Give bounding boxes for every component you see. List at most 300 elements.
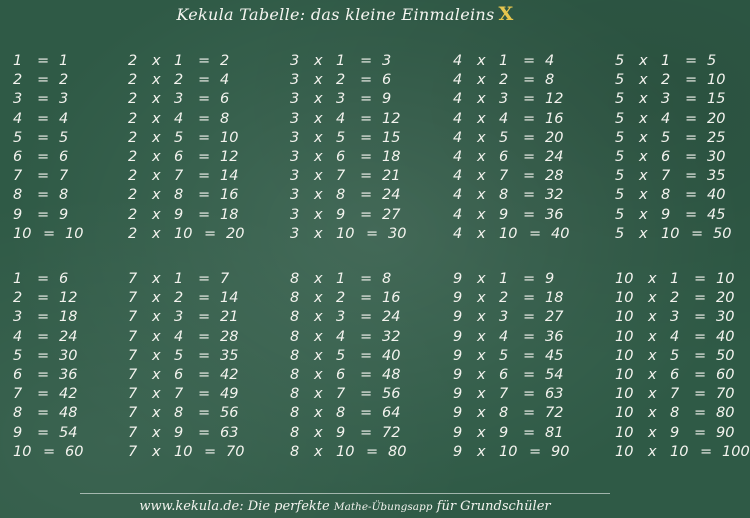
equals-sign: =: [694, 309, 707, 326]
times-sign: x: [639, 72, 648, 89]
product: 32: [545, 187, 564, 204]
factor-b: 5: [336, 129, 346, 146]
factor-a: 7: [128, 443, 138, 460]
equals-sign: =: [37, 347, 50, 364]
factor-a: 10: [615, 328, 634, 345]
factor-a: 5: [615, 129, 625, 146]
equals-sign: =: [198, 91, 211, 108]
product: 2: [220, 53, 230, 69]
times-sign: x: [477, 225, 486, 242]
equals-sign: =: [529, 225, 542, 242]
product: 27: [382, 206, 401, 223]
equals-sign: =: [360, 290, 373, 307]
equals-sign: =: [523, 149, 536, 165]
factor-b: 1: [670, 271, 680, 287]
equals-sign: =: [198, 149, 211, 165]
product: 4: [545, 53, 555, 69]
factor-a: 8: [290, 367, 300, 383]
factor-b: 5: [670, 347, 680, 364]
factor-a: 8: [290, 328, 300, 345]
times-sign: x: [152, 328, 161, 345]
product: 50: [716, 347, 735, 364]
equals-sign: =: [523, 271, 536, 287]
factor-b: 7: [499, 386, 509, 403]
equals-sign: =: [37, 168, 50, 185]
factor-b: 7: [174, 386, 184, 403]
times-sign: x: [152, 225, 161, 242]
times-sign: x: [152, 290, 161, 307]
factor-b: 8: [13, 187, 23, 204]
equals-sign: =: [198, 386, 211, 403]
times-sign: x: [152, 424, 161, 441]
product: 20: [545, 129, 564, 146]
factor-a: 10: [615, 443, 634, 460]
factor-a: 2: [128, 206, 138, 223]
product: 72: [382, 424, 401, 441]
equals-sign: =: [37, 72, 50, 89]
factor-b: 1: [13, 271, 23, 287]
product: 42: [59, 386, 78, 403]
factor-b: 3: [13, 309, 23, 326]
factor-b: 4: [499, 328, 509, 345]
times-sign: x: [477, 347, 486, 364]
product: 16: [382, 290, 401, 307]
equals-sign: =: [37, 271, 50, 287]
product: 9: [382, 91, 392, 108]
equals-sign: =: [523, 328, 536, 345]
times-sign: x: [477, 149, 486, 165]
factor-a: 4: [453, 168, 463, 185]
factor-a: 10: [615, 271, 634, 287]
factor-b: 6: [336, 367, 346, 383]
factor-a: 4: [453, 225, 463, 242]
factor-b: 4: [13, 110, 23, 127]
factor-a: 3: [290, 149, 300, 165]
product: 10: [220, 129, 239, 146]
times-sign: x: [639, 110, 648, 127]
factor-a: 5: [615, 168, 625, 185]
product: 36: [545, 206, 564, 223]
times-sign: x: [152, 168, 161, 185]
factor-a: 10: [615, 367, 634, 383]
product: 80: [716, 405, 735, 422]
factor-a: 2: [128, 91, 138, 108]
factor-a: 7: [128, 290, 138, 307]
factor-a: 7: [128, 424, 138, 441]
product: 90: [551, 443, 570, 460]
equals-sign: =: [198, 187, 211, 204]
times-sign: x: [648, 290, 657, 307]
equals-sign: =: [523, 110, 536, 127]
equals-sign: =: [360, 187, 373, 204]
product: 1: [59, 53, 69, 69]
factor-a: 4: [453, 206, 463, 223]
times-sign: x: [477, 53, 486, 69]
factor-b: 2: [661, 72, 671, 89]
factor-a: 9: [453, 328, 463, 345]
product: 20: [716, 290, 735, 307]
product: 6: [382, 72, 392, 89]
times-sign: x: [639, 187, 648, 204]
product: 9: [545, 271, 555, 287]
product: 56: [382, 386, 401, 403]
product: 10: [707, 72, 726, 89]
times-sign: x: [648, 424, 657, 441]
times-sign: x: [477, 206, 486, 223]
factor-b: 9: [336, 206, 346, 223]
factor-b: 8: [499, 187, 509, 204]
equals-sign: =: [360, 168, 373, 185]
equals-sign: =: [694, 271, 707, 287]
factor-a: 9: [453, 405, 463, 422]
factor-a: 8: [290, 386, 300, 403]
times-sign: x: [639, 206, 648, 223]
times-sign: x: [477, 72, 486, 89]
product: 25: [707, 129, 726, 146]
product: 5: [59, 129, 69, 146]
factor-a: 4: [453, 129, 463, 146]
factor-b: 4: [499, 110, 509, 127]
factor-a: 3: [290, 53, 300, 69]
product: 18: [545, 290, 564, 307]
equals-sign: =: [360, 367, 373, 383]
factor-b: 7: [499, 168, 509, 185]
equals-sign: =: [694, 424, 707, 441]
product: 20: [707, 110, 726, 127]
product: 100: [722, 443, 750, 460]
times-sign: x: [477, 290, 486, 307]
times-sign: x: [648, 367, 657, 383]
product: 28: [545, 168, 564, 185]
footer-divider: [80, 493, 610, 494]
factor-b: 6: [499, 367, 509, 383]
factor-b: 9: [670, 424, 680, 441]
factor-a: 8: [290, 290, 300, 307]
factor-b: 3: [499, 91, 509, 108]
equals-sign: =: [43, 443, 56, 460]
product: 18: [382, 149, 401, 165]
product: 24: [382, 309, 401, 326]
factor-b: 8: [13, 405, 23, 422]
equals-sign: =: [523, 206, 536, 223]
factor-b: 2: [336, 72, 346, 89]
product: 8: [59, 187, 69, 204]
times-sign: x: [152, 443, 161, 460]
footer-text-end: für Grundschüler: [436, 499, 551, 514]
equals-sign: =: [685, 53, 698, 69]
times-sign: x: [314, 91, 323, 108]
times-sign: x: [314, 386, 323, 403]
times-sign: x: [314, 206, 323, 223]
factor-b: 10: [13, 225, 32, 242]
equals-sign: =: [685, 149, 698, 165]
times-sign: x: [314, 309, 323, 326]
product: 14: [220, 290, 239, 307]
equals-sign: =: [198, 110, 211, 127]
equals-sign: =: [523, 386, 536, 403]
times-sign: x: [639, 53, 648, 69]
equals-sign: =: [198, 405, 211, 422]
times-sign: x: [152, 129, 161, 146]
factor-b: 3: [174, 91, 184, 108]
factor-b: 4: [670, 328, 680, 345]
factor-b: 3: [13, 91, 23, 108]
product: 48: [59, 405, 78, 422]
factor-b: 7: [13, 168, 23, 185]
product: 7: [220, 271, 230, 287]
product: 6: [59, 149, 69, 165]
equals-sign: =: [523, 187, 536, 204]
factor-b: 10: [661, 225, 680, 242]
product: 8: [382, 271, 392, 287]
factor-a: 4: [453, 91, 463, 108]
times-sign: x: [314, 168, 323, 185]
product: 56: [220, 405, 239, 422]
equals-sign: =: [694, 405, 707, 422]
factor-b: 10: [174, 443, 193, 460]
factor-b: 10: [499, 225, 518, 242]
times-sign: x: [314, 129, 323, 146]
times-sign: x: [152, 72, 161, 89]
factor-b: 1: [661, 53, 671, 69]
times-sign: x: [152, 405, 161, 422]
product: 54: [545, 367, 564, 383]
factor-a: 7: [128, 309, 138, 326]
equals-sign: =: [694, 386, 707, 403]
times-sign: x: [639, 225, 648, 242]
product: 16: [545, 110, 564, 127]
product: 6: [220, 91, 230, 108]
product: 21: [220, 309, 239, 326]
factor-b: 3: [336, 91, 346, 108]
factor-a: 4: [453, 53, 463, 69]
times-sign: x: [152, 206, 161, 223]
factor-b: 5: [499, 347, 509, 364]
equals-sign: =: [360, 91, 373, 108]
factor-a: 8: [290, 424, 300, 441]
factor-b: 9: [499, 206, 509, 223]
factor-a: 10: [615, 405, 634, 422]
factor-a: 7: [128, 405, 138, 422]
factor-b: 9: [661, 206, 671, 223]
times-sign: x: [152, 309, 161, 326]
factor-b: 6: [661, 149, 671, 165]
footer-text-small: Mathe-Übungsapp: [333, 501, 433, 513]
product: 60: [716, 367, 735, 383]
product: 3: [59, 91, 69, 108]
factor-b: 9: [13, 424, 23, 441]
product: 30: [716, 309, 735, 326]
product: 12: [382, 110, 401, 127]
factor-b: 10: [336, 225, 355, 242]
equals-sign: =: [37, 149, 50, 165]
times-sign: x: [314, 53, 323, 69]
product: 63: [220, 424, 239, 441]
factor-a: 5: [615, 225, 625, 242]
factor-b: 5: [174, 129, 184, 146]
equals-sign: =: [37, 206, 50, 223]
factor-b: 9: [336, 424, 346, 441]
product: 18: [59, 309, 78, 326]
equals-sign: =: [523, 91, 536, 108]
factor-a: 5: [615, 53, 625, 69]
equals-sign: =: [37, 110, 50, 127]
equals-sign: =: [685, 110, 698, 127]
factor-b: 7: [13, 386, 23, 403]
product: 70: [226, 443, 245, 460]
equals-sign: =: [360, 386, 373, 403]
times-sign: x: [314, 72, 323, 89]
equals-sign: =: [37, 290, 50, 307]
title-text: Kekula Tabelle: das kleine Einmaleins: [176, 5, 495, 24]
times-sign: x: [648, 443, 657, 460]
factor-b: 4: [174, 110, 184, 127]
product: 40: [707, 187, 726, 204]
factor-b: 2: [499, 290, 509, 307]
factor-b: 1: [13, 53, 23, 69]
factor-b: 9: [13, 206, 23, 223]
product: 36: [59, 367, 78, 383]
product: 14: [220, 168, 239, 185]
factor-b: 5: [13, 129, 23, 146]
factor-b: 6: [13, 367, 23, 383]
times-sign: x: [648, 386, 657, 403]
product: 3: [382, 53, 392, 69]
product: 35: [707, 168, 726, 185]
times-sign: x: [648, 328, 657, 345]
equals-sign: =: [523, 367, 536, 383]
factor-b: 3: [174, 309, 184, 326]
product: 15: [707, 91, 726, 108]
product: 35: [220, 347, 239, 364]
factor-a: 7: [128, 328, 138, 345]
product: 6: [59, 271, 69, 287]
factor-a: 7: [128, 386, 138, 403]
equals-sign: =: [198, 328, 211, 345]
factor-a: 2: [128, 149, 138, 165]
factor-b: 8: [174, 405, 184, 422]
times-sign: x: [648, 271, 657, 287]
factor-a: 4: [453, 110, 463, 127]
factor-a: 8: [290, 347, 300, 364]
product: 24: [382, 187, 401, 204]
equals-sign: =: [360, 206, 373, 223]
equals-sign: =: [685, 72, 698, 89]
equals-sign: =: [694, 328, 707, 345]
factor-b: 7: [661, 168, 671, 185]
factor-a: 9: [453, 424, 463, 441]
product: 81: [545, 424, 564, 441]
factor-a: 9: [453, 290, 463, 307]
equals-sign: =: [360, 328, 373, 345]
factor-b: 8: [499, 405, 509, 422]
product: 2: [59, 72, 69, 89]
factor-a: 3: [290, 91, 300, 108]
product: 30: [59, 347, 78, 364]
factor-a: 10: [615, 424, 634, 441]
equals-sign: =: [198, 424, 211, 441]
factor-b: 2: [13, 290, 23, 307]
factor-a: 5: [615, 91, 625, 108]
product: 15: [382, 129, 401, 146]
factor-b: 3: [336, 309, 346, 326]
factor-b: 5: [336, 347, 346, 364]
factor-b: 1: [499, 53, 509, 69]
equals-sign: =: [523, 405, 536, 422]
factor-b: 1: [499, 271, 509, 287]
times-sign: x: [648, 309, 657, 326]
times-sign: x: [152, 149, 161, 165]
factor-a: 3: [290, 206, 300, 223]
factor-b: 10: [499, 443, 518, 460]
product: 64: [382, 405, 401, 422]
product: 40: [716, 328, 735, 345]
product: 7: [59, 168, 69, 185]
product: 40: [551, 225, 570, 242]
times-sign: x: [314, 225, 323, 242]
factor-a: 5: [615, 149, 625, 165]
equals-sign: =: [360, 424, 373, 441]
factor-b: 8: [174, 187, 184, 204]
times-sign: x: [477, 424, 486, 441]
factor-a: 10: [615, 290, 634, 307]
equals-sign: =: [37, 187, 50, 204]
factor-a: 3: [290, 168, 300, 185]
times-sign: x: [477, 309, 486, 326]
product: 27: [545, 309, 564, 326]
factor-b: 9: [174, 424, 184, 441]
factor-a: 9: [453, 347, 463, 364]
equals-sign: =: [198, 367, 211, 383]
product: 12: [220, 149, 239, 165]
factor-a: 9: [453, 386, 463, 403]
factor-a: 7: [128, 367, 138, 383]
factor-a: 8: [290, 443, 300, 460]
factor-a: 8: [290, 271, 300, 287]
product: 36: [545, 328, 564, 345]
product: 4: [220, 72, 230, 89]
factor-a: 9: [453, 309, 463, 326]
equals-sign: =: [198, 168, 211, 185]
times-sign: x: [314, 271, 323, 287]
product: 8: [220, 110, 230, 127]
factor-b: 6: [13, 149, 23, 165]
times-sign: x: [477, 443, 486, 460]
equals-sign: =: [685, 187, 698, 204]
equals-sign: =: [694, 367, 707, 383]
times-sign: x: [152, 271, 161, 287]
equals-sign: =: [198, 309, 211, 326]
equals-sign: =: [198, 347, 211, 364]
equals-sign: =: [37, 53, 50, 69]
factor-a: 2: [128, 72, 138, 89]
times-sign: x: [648, 405, 657, 422]
factor-b: 10: [336, 443, 355, 460]
equals-sign: =: [360, 72, 373, 89]
factor-b: 1: [174, 271, 184, 287]
product: 5: [707, 53, 717, 69]
factor-b: 2: [174, 290, 184, 307]
equals-sign: =: [685, 168, 698, 185]
times-sign: x: [639, 168, 648, 185]
factor-a: 4: [453, 149, 463, 165]
equals-sign: =: [360, 129, 373, 146]
factor-a: 2: [128, 53, 138, 69]
equals-sign: =: [198, 72, 211, 89]
times-sign: x: [639, 129, 648, 146]
times-sign: x: [477, 110, 486, 127]
product: 30: [707, 149, 726, 165]
